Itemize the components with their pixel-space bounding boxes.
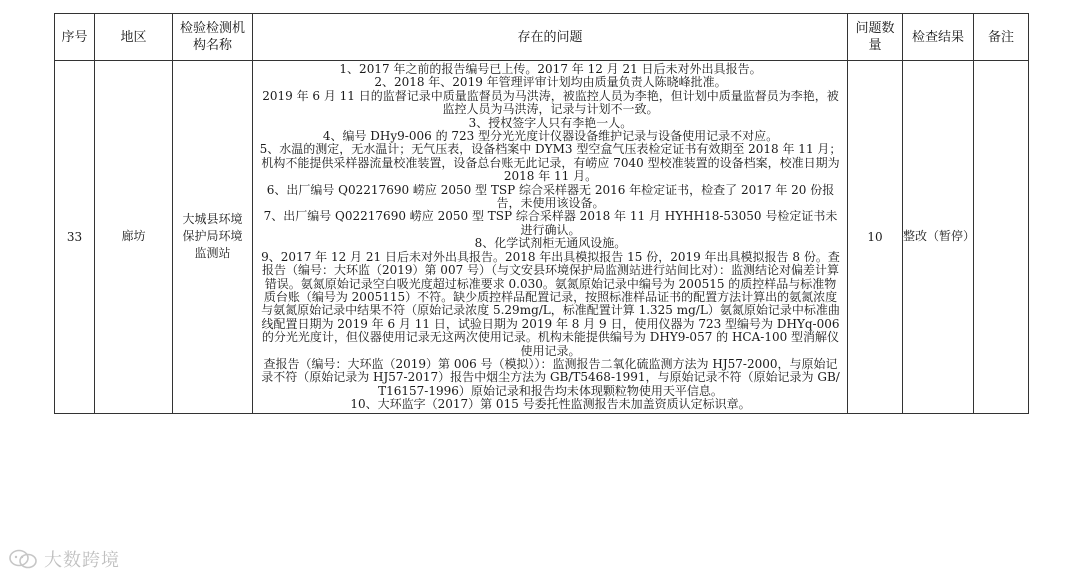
header-inspection-result: 检查结果 xyxy=(903,14,974,61)
problem-line: 8、化学试剂柜无通风设施。 xyxy=(474,236,627,251)
header-problems: 存在的问题 xyxy=(253,14,848,61)
wechat-logo-icon xyxy=(8,548,38,570)
watermark xyxy=(8,545,120,573)
cell-serial-number: 33 xyxy=(55,61,95,414)
cell-problem-count: 10 xyxy=(848,61,903,414)
inspection-table xyxy=(54,13,1029,414)
header-region: 地区 xyxy=(95,14,173,61)
problem-line: 10、大环监字（2017）第 015 号委托性监测报告未加盖资质认定标识章。 xyxy=(350,397,751,412)
problem-line: 查报告（编号：大环监（2019）第 006 号（模拟））：监测报告二氧化硫监测方法为 HJ57-2000，与原始记录不符（原始记录为 HJ57-2017）报告中烟尘方法为 GB/T5468-1991，与原始记录不符（原始记录为 GB/T16157-1996）原始记录和报告均未体现颗粒物使用天平信息。 xyxy=(261,356,840,398)
header-institution-name: 检验检测机构名称 xyxy=(173,14,253,61)
problem-line: 7、出厂编号 Q02217690 崂应 2050 型 TSP 综合采样器 2018 年 11 月 HYHH18-53050 号检定证书未进行确认。 xyxy=(263,209,838,237)
header-problem-count: 问题数量 xyxy=(848,14,903,61)
cell-inspection-result: 整改（暂停） xyxy=(903,61,974,414)
table-row xyxy=(55,61,1029,414)
problem-line: 2019 年 6 月 11 日的监督记录中质量监督员为马洪涛，被监控人员为李艳，但计划中质量监督员为李艳，被监控人员为马洪涛，记录与计划不一致。 xyxy=(262,88,839,117)
cell-institution-name: 大城县环境保护局环境监测站 xyxy=(173,61,253,414)
cell-region: 廊坊 xyxy=(95,61,173,414)
header-serial-number: 序号 xyxy=(55,14,95,61)
cell-remarks xyxy=(974,61,1029,414)
header-row xyxy=(55,14,1029,61)
problem-line: 3、授权签字人只有李艳一人。 xyxy=(468,115,633,130)
problem-line: 5、水温的测定，无水温计；无气压表，设备档案中 DYM3 型空盒气压表检定证书有效期至 2018 年 11 月；机构不能提供采样器流量校准装置，设备总台账无此记录，有崂应 7040 型校准装置的设备档案，校准日期为 2018 年 11 月。 xyxy=(259,142,842,184)
problem-line: 2、2018 年、2019 年管理评审计划均由质量负责人陈晓峰批准。 xyxy=(374,75,727,90)
problem-line: 4、编号 DHy9-006 的 723 型分光光度计仪器设备维护记录与设备使用记录不对应。 xyxy=(322,129,779,144)
header-remarks: 备注 xyxy=(974,14,1029,61)
problem-line: 1、2017 年之前的报告编号已上传。2017 年 12 月 21 日后未对外出具报告。 xyxy=(339,62,762,76)
problem-line: 9、2017 年 12 月 21 日后未对外出具报告。2018 年出具模拟报告 15 份，2019 年出具模拟报告 8 份。查报告（编号：大环监（2019）第 007 号）（与文安县环境保护局监测站进行站间比对）：监测结论对偏差计算错误。氨氮原始记录空白吸光度超过标准要求 0.030。氨氮原始记录中编号为 200515 的质控样品与标准物质台账（编号为 2005115）不符。缺少质控样品配置记录，按照标准样品证书的配置方法计算出的氨氮浓度与氨氮原始记录中结果不符（原始记录浓度 5.29mg/L，标准配置计算 1.325 mg/L）氨氮原始记录中标准曲线配置日期为 2019 年 6 月 11 日，试验日期为 2019 年 8 月 9 日，使用仪器为 723 型编号为 DHYq-006 的分光光度计，但仪器使用记录无这两次使用记录。机构未能提供编号为 DHY9-057 的 HCA-100 型消解仪使用记录。 xyxy=(261,249,840,358)
watermark-text: 大数跨境 xyxy=(44,550,120,571)
cell-problems xyxy=(253,61,848,414)
problem-line: 6、出厂编号 Q02217690 崂应 2050 型 TSP 综合采样器无 2016 年检定证书，检查了 2017 年 20 份报告，未使用该设备。 xyxy=(266,182,835,211)
